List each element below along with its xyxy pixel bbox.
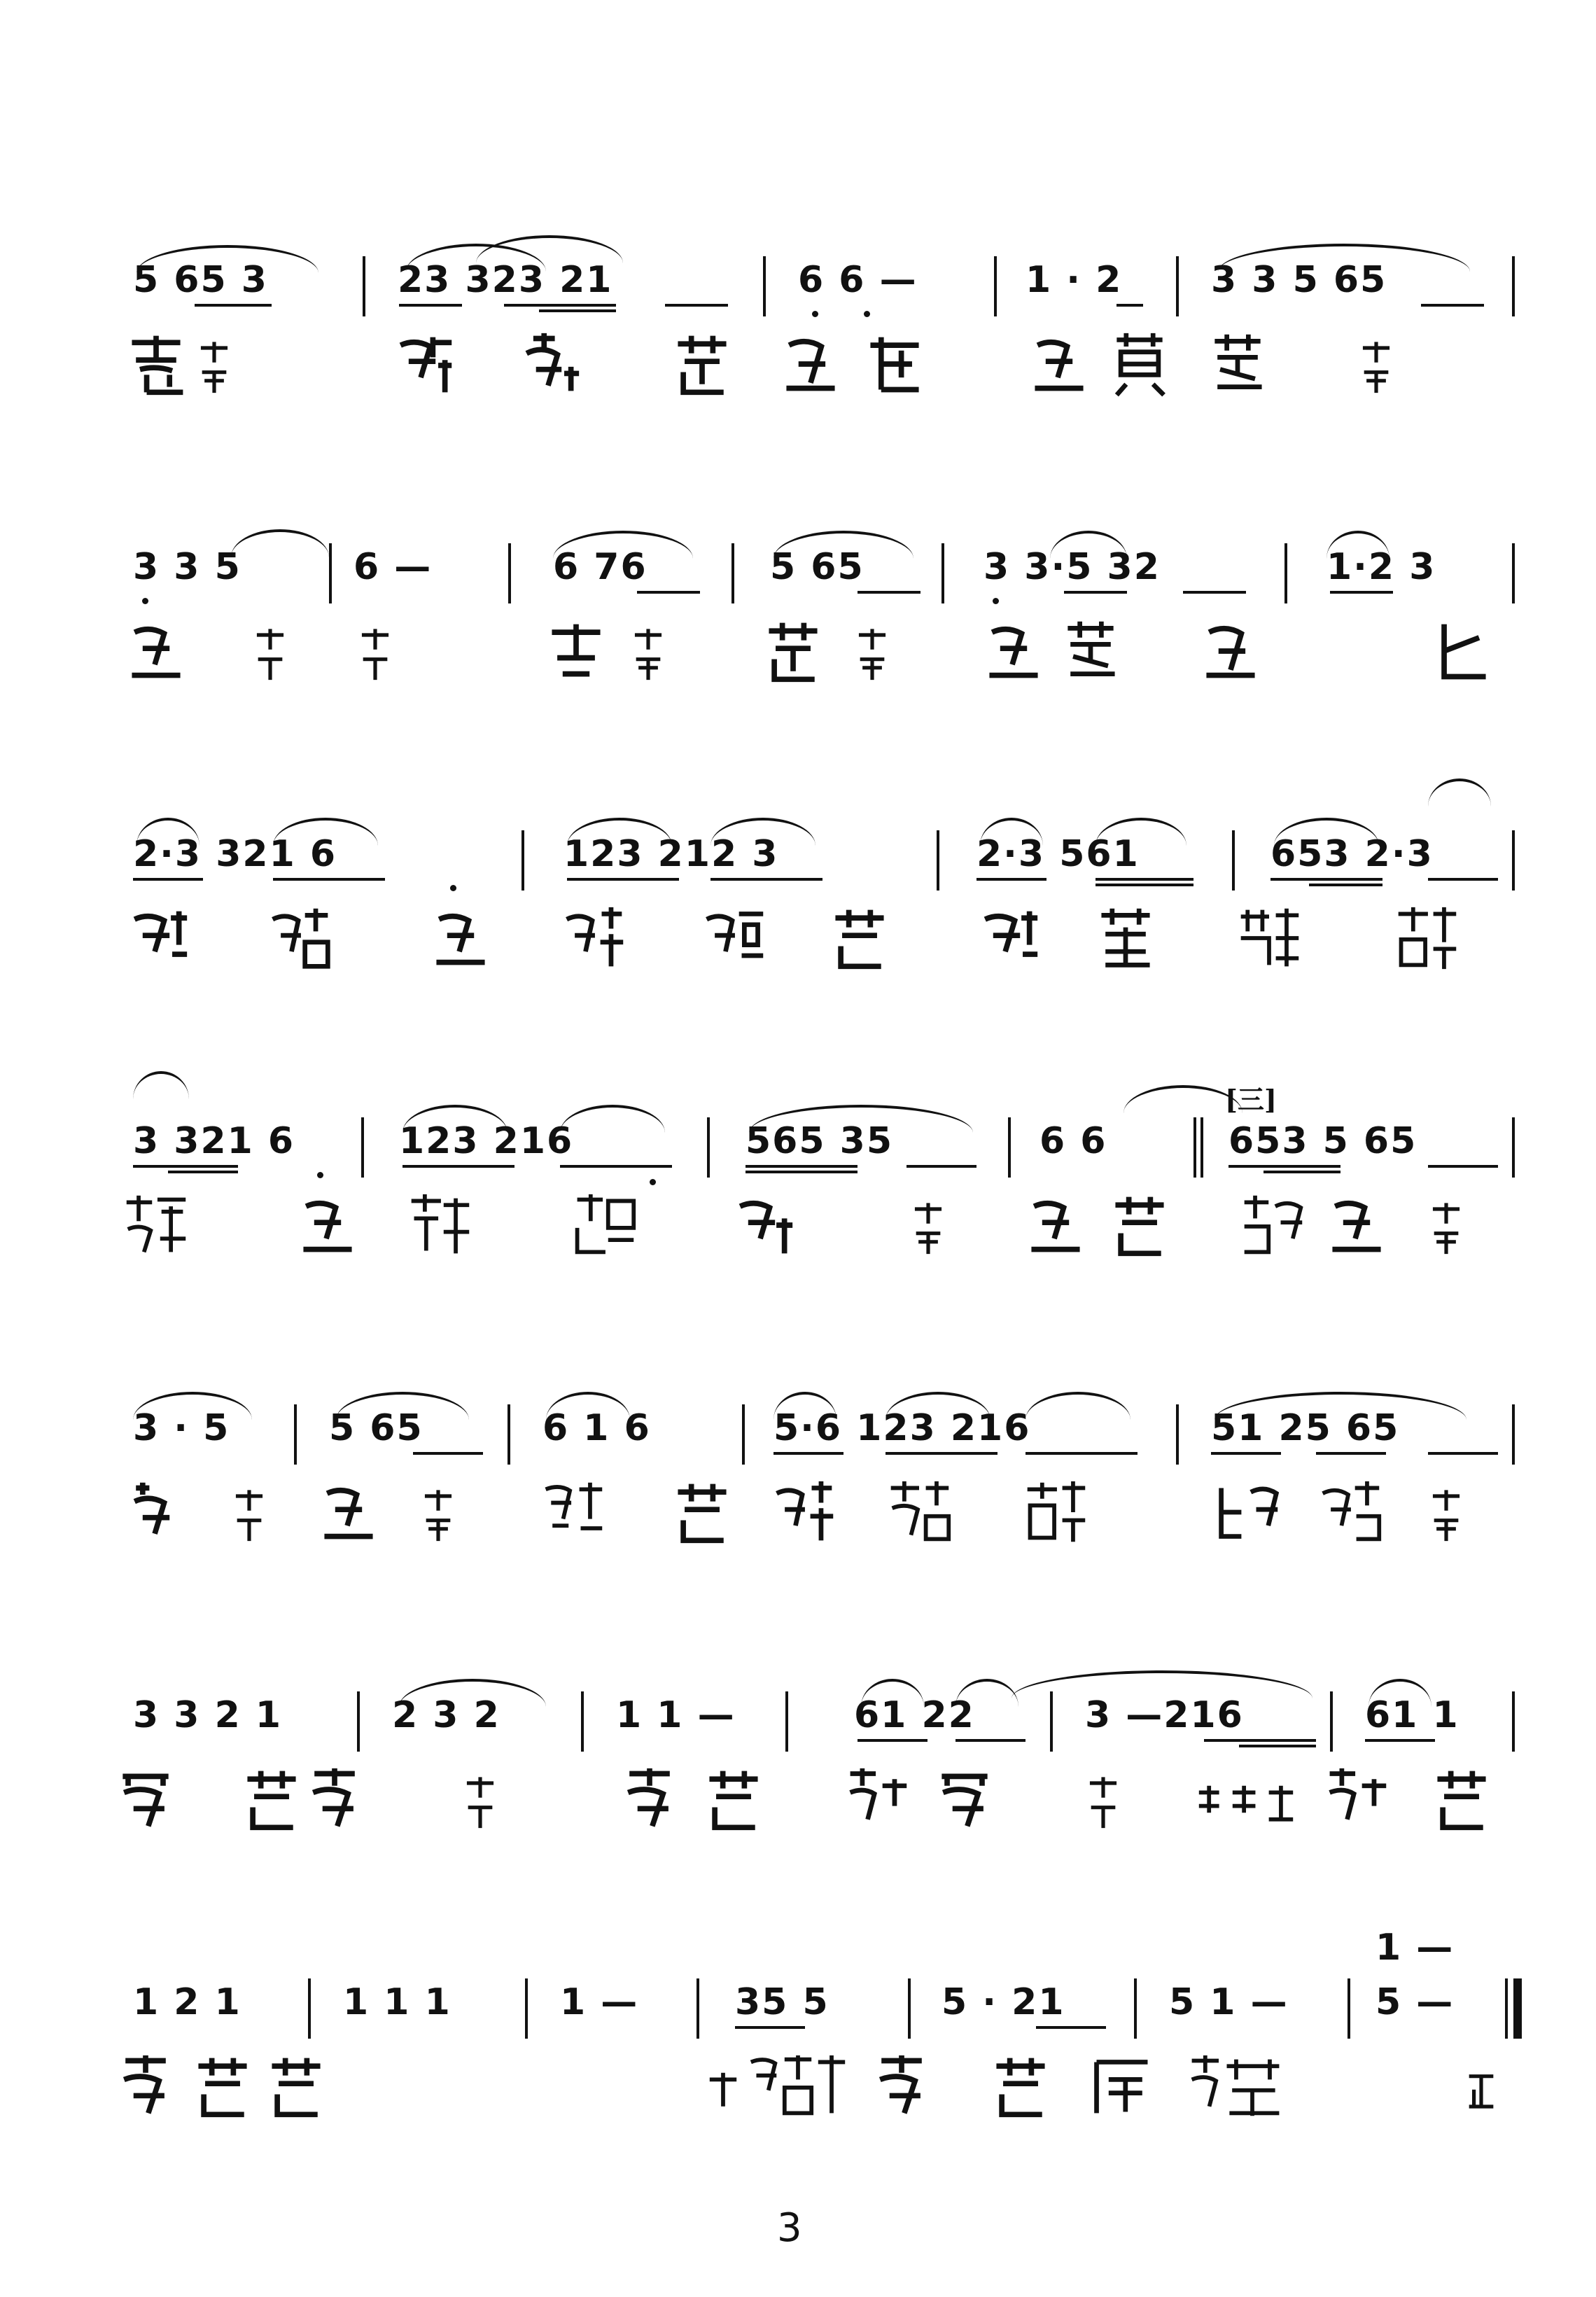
- underline: [746, 1165, 858, 1168]
- slur: [1326, 531, 1390, 559]
- underline: [858, 1739, 927, 1742]
- underline: [133, 1165, 238, 1168]
- slur: [861, 1679, 924, 1707]
- measure-14-numbers: 2·3 561: [976, 833, 1140, 875]
- barline: [707, 1117, 710, 1178]
- slur: [133, 1071, 189, 1099]
- jianzi-glyph: [1204, 330, 1271, 398]
- jianzi-glyph: [1428, 1196, 1464, 1259]
- measure-5-numbers: 3 3 5 65: [1211, 259, 1387, 301]
- measure-24-numbers: 5·6 123 216: [774, 1407, 1031, 1449]
- slur: [1096, 818, 1186, 846]
- underline: [886, 1452, 997, 1455]
- slur: [133, 1392, 252, 1420]
- barline: [742, 1404, 745, 1465]
- jianzi-glyph: [1190, 1766, 1302, 1833]
- system-1: [0, 252, 1596, 462]
- jianzi-glyph: [315, 1479, 382, 1546]
- underline: [1264, 1171, 1340, 1173]
- measure-10-numbers: 3 3·5 32: [983, 546, 1161, 588]
- jianzi-glyph: [1106, 330, 1173, 398]
- jianzi-glyph: [266, 905, 333, 972]
- jianzi-glyph: [844, 1766, 911, 1833]
- measure-31-numbers: 61 1: [1365, 1694, 1460, 1736]
- underline: [1309, 884, 1382, 886]
- jianzi-glyph: [700, 1766, 767, 1833]
- measure-12-numbers: 2·3 321 6: [133, 833, 337, 875]
- dot-below: [993, 598, 999, 604]
- measure-34-numbers: 1 —: [560, 1981, 639, 2023]
- underline: [1026, 1452, 1138, 1455]
- measure-8-numbers: 6 76: [553, 546, 648, 588]
- measure-38-top-numbers: 1 —: [1376, 1927, 1455, 1969]
- jianzi-glyph: [238, 1766, 305, 1833]
- dot-below: [450, 885, 456, 891]
- barline: [294, 1404, 297, 1465]
- underline: [399, 304, 462, 307]
- jianzi-glyph: [861, 330, 928, 398]
- jianzi-glyph: [1026, 330, 1093, 398]
- underline: [1036, 2026, 1106, 2029]
- measure-20-numbers: 653 5 65: [1228, 1120, 1418, 1162]
- jianzi-glyph: [122, 617, 190, 685]
- slur: [749, 1105, 973, 1133]
- jianzi-glyph: [980, 617, 1047, 685]
- jianzi-glyph: [1085, 1770, 1121, 1833]
- dot-below: [142, 598, 148, 604]
- underline: [955, 1739, 1026, 1742]
- underline: [906, 1165, 976, 1168]
- jianzi-glyph: [539, 1479, 606, 1546]
- measure-9-numbers: 5 65: [770, 546, 864, 588]
- jianzi-glyph: [294, 1192, 361, 1259]
- measure-38-numbers: 5 —: [1376, 1981, 1455, 2023]
- jianzi-glyph: [700, 905, 767, 972]
- barline: [329, 543, 332, 603]
- barline: [763, 256, 766, 316]
- jianzi-glyph: [742, 2053, 854, 2120]
- measure-3-numbers: 6 6 —: [798, 259, 918, 301]
- underline: [1239, 1745, 1316, 1747]
- measure-23-numbers: 6 1 6: [542, 1407, 651, 1449]
- barline: [1284, 543, 1287, 603]
- underline: [1365, 1739, 1435, 1742]
- slur: [980, 818, 1043, 846]
- jianzi-glyph: [231, 1483, 267, 1546]
- barline: [1512, 543, 1515, 603]
- slur: [1428, 779, 1491, 807]
- barline: [363, 256, 365, 316]
- barline: [1512, 256, 1515, 316]
- barline: [1330, 1691, 1333, 1752]
- jianzi-glyph: [1236, 905, 1303, 972]
- underline: [1428, 878, 1498, 881]
- jianzi-glyph: [1022, 1192, 1089, 1259]
- slur: [1050, 531, 1127, 559]
- measure-21-numbers: 3 · 5: [133, 1407, 230, 1449]
- measure-13-numbers: 123 212 3: [564, 833, 779, 875]
- slur: [136, 818, 200, 846]
- measure-33-numbers: 1 1 1: [343, 1981, 451, 2023]
- system-7: [0, 1927, 1596, 2184]
- double-barline: [1194, 1117, 1203, 1178]
- underline: [1270, 878, 1382, 881]
- barline: [1512, 1691, 1515, 1752]
- barline: [941, 543, 944, 603]
- underline: [1428, 1452, 1498, 1455]
- underline: [1421, 304, 1484, 307]
- barline: [1176, 1404, 1179, 1465]
- underline: [133, 878, 203, 881]
- system-6: [0, 1687, 1596, 1897]
- jianzi-glyph: [189, 2053, 256, 2120]
- underline: [168, 1171, 238, 1173]
- slur: [336, 1392, 469, 1420]
- barline: [994, 256, 997, 316]
- underline: [402, 1165, 514, 1168]
- underline: [1096, 878, 1194, 881]
- barline: [1232, 830, 1235, 891]
- jianzi-glyph: [252, 622, 288, 685]
- dot-below: [317, 1172, 323, 1178]
- slur: [553, 531, 693, 559]
- barline: [1512, 1117, 1515, 1178]
- underline: [273, 878, 385, 881]
- jianzi-glyph: [122, 330, 190, 398]
- slur: [560, 1105, 665, 1133]
- barline: [361, 1117, 364, 1178]
- jianzi-glyph: [122, 1192, 190, 1259]
- underline: [1316, 1452, 1386, 1455]
- measure-7-numbers: 6 —: [354, 546, 433, 588]
- measure-26-numbers: 3 3 2 1: [133, 1694, 283, 1736]
- measure-19-numbers: 6 6: [1040, 1120, 1107, 1162]
- underline: [567, 878, 679, 881]
- barline: [1176, 256, 1179, 316]
- jianzi-glyph: [1183, 2053, 1288, 2120]
- underline: [1330, 591, 1393, 594]
- jianzi-glyph: [262, 2053, 330, 2120]
- barline: [525, 1978, 528, 2039]
- barline: [581, 1691, 584, 1752]
- system-5: [0, 1400, 1596, 1610]
- jianzi-glyph: [668, 1479, 736, 1546]
- slur: [955, 1679, 1018, 1707]
- slur: [1218, 244, 1470, 272]
- final-barline: [1505, 1978, 1522, 2039]
- jianzi-glyph: [1428, 617, 1495, 685]
- measure-2-numbers: 23 323 21: [398, 259, 613, 301]
- barline: [785, 1691, 788, 1752]
- jianzi-glyph: [357, 622, 393, 685]
- measure-16-numbers: 3 321 6: [133, 1120, 295, 1162]
- measure-22-numbers: 5 65: [329, 1407, 424, 1449]
- jianzi-glyph: [1197, 617, 1264, 685]
- dot-below: [650, 1179, 656, 1185]
- jianzi-glyph: [1316, 1479, 1383, 1546]
- measure-11-numbers: 1·2 3: [1326, 546, 1436, 588]
- jianzi-glyph: [868, 2053, 935, 2120]
- underline: [413, 1452, 483, 1455]
- jianzi-glyph: [770, 1479, 837, 1546]
- underline: [1096, 884, 1194, 886]
- jianzi-glyph: [112, 2053, 179, 2120]
- slur: [567, 818, 672, 846]
- jianzi-glyph: [854, 622, 890, 685]
- underline: [1228, 1165, 1340, 1168]
- measure-29-numbers: 61 22: [854, 1694, 975, 1736]
- barline: [1134, 1978, 1137, 2039]
- underline: [735, 2026, 805, 2029]
- slur: [476, 235, 623, 263]
- slur: [1368, 1679, 1432, 1707]
- slur: [1274, 818, 1379, 846]
- slur: [273, 818, 378, 846]
- underline: [746, 1171, 858, 1173]
- jianzi-glyph: [122, 1479, 190, 1546]
- jianzi-glyph: [514, 330, 582, 398]
- jianzi-glyph: [616, 1766, 683, 1833]
- measure-27-numbers: 2 3 2: [392, 1694, 500, 1736]
- barline: [1512, 1404, 1515, 1465]
- jianzi-glyph: [1106, 1192, 1173, 1259]
- slur: [546, 1392, 630, 1420]
- underline: [774, 1452, 844, 1455]
- barline: [908, 1978, 911, 2039]
- measure-36-numbers: 5 · 21: [941, 1981, 1065, 2023]
- underline: [710, 878, 822, 881]
- underline: [1183, 591, 1246, 594]
- jianzi-glyph: [122, 905, 190, 972]
- jianzi-glyph: [1214, 1479, 1282, 1546]
- slur: [886, 1392, 990, 1420]
- jianzi-glyph: [427, 905, 494, 972]
- jianzi-glyph: [973, 905, 1040, 972]
- dot-below: [864, 311, 870, 317]
- jianzi-glyph: [1239, 1192, 1306, 1259]
- jianzi-glyph: [826, 905, 893, 972]
- underline: [1428, 1165, 1498, 1168]
- barline: [357, 1691, 360, 1752]
- jianzi-glyph: [630, 622, 666, 685]
- measure-1-numbers: 5 65 3: [133, 259, 268, 301]
- measure-17-numbers: 123 216: [399, 1120, 574, 1162]
- underline: [195, 304, 272, 307]
- barline: [937, 830, 939, 891]
- barline: [1512, 830, 1515, 891]
- slur: [231, 529, 329, 557]
- underline: [637, 591, 700, 594]
- jianzi-glyph: [420, 1483, 456, 1546]
- system-2: [0, 539, 1596, 749]
- measure-35-numbers: 35 5: [735, 1981, 830, 2023]
- jianzi-glyph: [1022, 1479, 1089, 1546]
- jianzi-glyph: [570, 1192, 638, 1259]
- jianzi-glyph: [931, 1766, 998, 1833]
- jianzi-glyph: [777, 330, 844, 398]
- measure-4-numbers: 1 · 2: [1026, 259, 1123, 301]
- underline: [560, 1165, 672, 1168]
- underline: [976, 878, 1046, 881]
- barline: [1348, 1978, 1350, 2039]
- jianzi-glyph: [1463, 2057, 1499, 2120]
- jianzi-glyph: [910, 1196, 946, 1259]
- underline: [858, 591, 920, 594]
- page-number: 3: [777, 2205, 802, 2251]
- measure-25-numbers: 51 25 65: [1211, 1407, 1400, 1449]
- barline: [507, 1404, 510, 1465]
- jianzi-glyph: [560, 905, 627, 972]
- measure-37-numbers: 5 1 —: [1169, 1981, 1289, 2023]
- jianzi-glyph: [1057, 617, 1124, 685]
- jianzi-glyph: [1428, 1483, 1464, 1546]
- jianzi-glyph: [1428, 1766, 1495, 1833]
- underline: [539, 309, 616, 312]
- jianzi-glyph: [1323, 1192, 1390, 1259]
- underline: [1211, 1452, 1281, 1455]
- jianzi-glyph: [1393, 905, 1460, 972]
- slur: [399, 1679, 546, 1707]
- barline: [522, 830, 524, 891]
- jianzi-glyph: [987, 2053, 1054, 2120]
- system-3: [0, 826, 1596, 1036]
- jianzi-glyph: [886, 1479, 953, 1546]
- jianzi-glyph: [728, 1192, 795, 1259]
- underline: [504, 304, 616, 307]
- slur: [402, 1105, 507, 1133]
- jianzi-glyph: [542, 617, 610, 685]
- jianzi-glyph: [406, 1192, 473, 1259]
- measure-6-numbers: 3 3 5: [133, 546, 241, 588]
- underline: [1064, 591, 1127, 594]
- jianzi-glyph: [668, 330, 736, 398]
- jianzi-glyph: [1358, 335, 1394, 398]
- measure-28-numbers: 1 1 —: [616, 1694, 736, 1736]
- jianzi-glyph: [1323, 1766, 1390, 1833]
- slur: [710, 818, 816, 846]
- dot-below: [812, 311, 818, 317]
- measure-32-numbers: 1 2 1: [133, 1981, 241, 2023]
- slur: [136, 245, 318, 273]
- barline: [696, 1978, 699, 2039]
- jianzi-glyph: [112, 1766, 179, 1833]
- jianzi-glyph: [301, 1766, 368, 1833]
- barline: [1008, 1117, 1011, 1178]
- measure-15-numbers: 653 2·3: [1270, 833, 1434, 875]
- slur: [1011, 1670, 1312, 1698]
- underline: [1204, 1739, 1316, 1742]
- slur: [1214, 1392, 1466, 1420]
- measure-30-numbers: 3 —216: [1085, 1694, 1244, 1736]
- measure-18-numbers: 565 35: [746, 1120, 894, 1162]
- jianzi-glyph: [196, 335, 232, 398]
- slur: [774, 531, 913, 559]
- barline: [1050, 1691, 1053, 1752]
- jianzi-glyph: [1088, 2053, 1156, 2120]
- slur: [774, 1392, 836, 1420]
- jianzi-glyph: [760, 617, 827, 685]
- section-mark: [三]: [1225, 1084, 1277, 1115]
- barline: [508, 543, 511, 603]
- system-4: [0, 1084, 1596, 1323]
- jianzi-glyph: [462, 1770, 498, 1833]
- jianzi-glyph: [1092, 905, 1159, 972]
- underline: [1116, 304, 1143, 307]
- barline: [732, 543, 734, 603]
- jianzi-glyph: [388, 330, 456, 398]
- barline: [308, 1978, 311, 2039]
- slur: [1026, 1392, 1130, 1420]
- underline: [665, 304, 728, 307]
